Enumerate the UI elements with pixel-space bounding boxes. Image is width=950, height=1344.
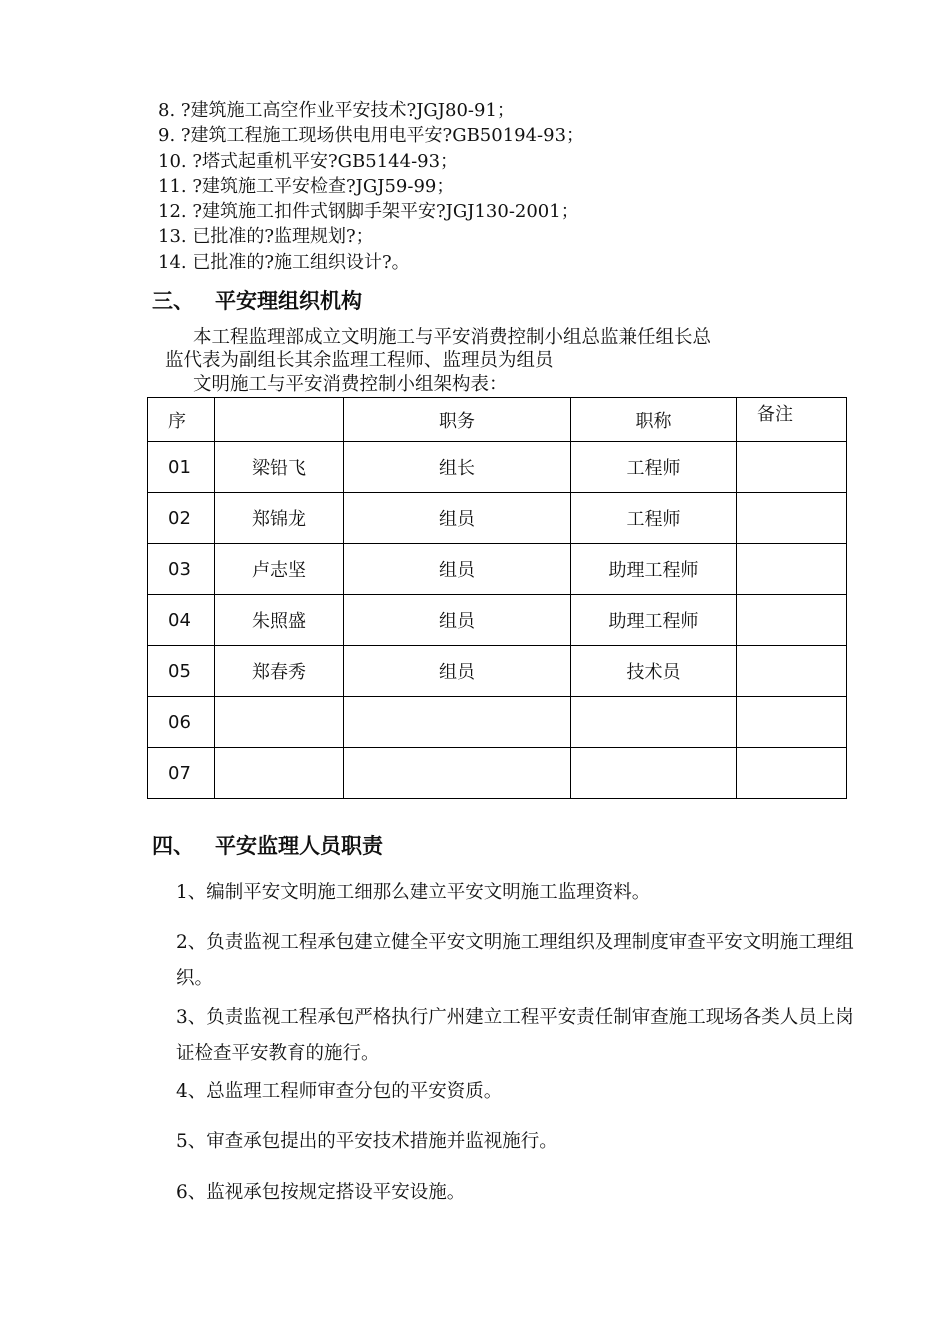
cell-name: 卢志坚: [215, 544, 344, 595]
cell-name: [215, 748, 344, 799]
cell-name: 郑锦龙: [215, 493, 344, 544]
table-row: [148, 544, 847, 595]
cell-seq: 02: [148, 493, 215, 544]
cell-title: 工程师: [571, 442, 737, 493]
cell-title: 技术员: [571, 646, 737, 697]
reference-item: 9. ?建筑工程施工现场供电用电平安?GB50194-93；: [158, 125, 585, 147]
cell-title: 助理工程师: [571, 544, 737, 595]
cell-position: 组员: [344, 595, 571, 646]
cell-seq: 04: [148, 595, 215, 646]
section3-paragraph-line2: 监代表为副组长其余监理工程师、监理员为组员: [165, 350, 554, 371]
duty-item: 1、编制平安文明施工细那么建立平安文明施工监理资料。: [176, 882, 651, 903]
reference-item: 12. ?建筑施工扣件式钢脚手架平安?JGJ130-2001；: [158, 201, 579, 223]
section-title: 平安理组织机构: [215, 289, 362, 313]
reference-item: 11. ?建筑施工平安检查?JGJ59-99；: [158, 175, 455, 197]
table-row: [148, 493, 847, 544]
cell-name: 朱照盛: [215, 595, 344, 646]
header-position: 职务: [344, 398, 571, 442]
section-title: 平安监理人员职责: [215, 834, 383, 858]
reference-list: [158, 98, 584, 275]
duty-item: 5、审查承包提出的平安技术措施并监视施行。: [176, 1131, 558, 1152]
header-name: [215, 398, 344, 442]
table-row: [148, 748, 847, 799]
cell-name: 梁铅飞: [215, 442, 344, 493]
duty-item: 2、负责监视工程承包建立健全平安文明施工理组织及理制度审查平安文明施工理组织。: [176, 932, 854, 989]
cell-title: [571, 697, 737, 748]
cell-name: 郑春秀: [215, 646, 344, 697]
section3-paragraph-line1: 本工程监理部成立文明施工与平安消费控制小组总监兼任组长总: [193, 327, 712, 348]
cell-position: 组长: [344, 442, 571, 493]
cell-name: [215, 697, 344, 748]
table-row: [148, 595, 847, 646]
cell-remarks: [737, 697, 847, 748]
reference-item: 8. ?建筑施工高空作业平安技术?JGJ80-91；: [158, 100, 515, 121]
cell-position: 组员: [344, 493, 571, 544]
duty-item: 3、负责监视工程承包严格执行广州建立工程平安责任制审查施工现场各类人员上岗证检查平安教育的施行。: [176, 1007, 854, 1064]
reference-item: 10. ?塔式起重机平安?GB5144-93；: [158, 150, 459, 172]
cell-remarks: [737, 748, 847, 799]
cell-remarks: [737, 646, 847, 697]
cell-position: 组员: [344, 646, 571, 697]
table-row: [148, 442, 847, 493]
header-remarks: 备注: [737, 398, 847, 442]
cell-remarks: [737, 493, 847, 544]
table-row: [148, 697, 847, 748]
cell-seq: 05: [148, 646, 215, 697]
cell-seq: 03: [148, 544, 215, 595]
reference-item: 14. 已批准的?施工组织设计?。: [158, 251, 410, 273]
table-header-row: [148, 398, 847, 442]
cell-title: 工程师: [571, 493, 737, 544]
section-heading-4: [152, 830, 383, 860]
table-caption: 文明施工与平安消费控制小组架构表：: [193, 374, 508, 395]
cell-seq: 06: [148, 697, 215, 748]
header-seq: 序: [148, 398, 215, 442]
group-structure-table: [147, 397, 847, 799]
cell-remarks: [737, 595, 847, 646]
header-title: 职称: [571, 398, 737, 442]
cell-remarks: [737, 442, 847, 493]
cell-seq: 07: [148, 748, 215, 799]
cell-title: [571, 748, 737, 799]
reference-item: 13. 已批准的?监理规划?；: [158, 226, 374, 248]
cell-remarks: [737, 544, 847, 595]
duty-item: 4、总监理工程师审查分包的平安资质。: [176, 1081, 503, 1102]
cell-title: 助理工程师: [571, 595, 737, 646]
cell-position: 组员: [344, 544, 571, 595]
cell-seq: 01: [148, 442, 215, 493]
section-number: 三、: [152, 289, 194, 313]
cell-position: [344, 748, 571, 799]
duty-item: 6、监视承包按规定搭设平安设施。: [176, 1182, 466, 1203]
section-heading-3: [152, 285, 362, 315]
table-row: [148, 646, 847, 697]
cell-position: [344, 697, 571, 748]
section-number: 四、: [152, 834, 194, 858]
